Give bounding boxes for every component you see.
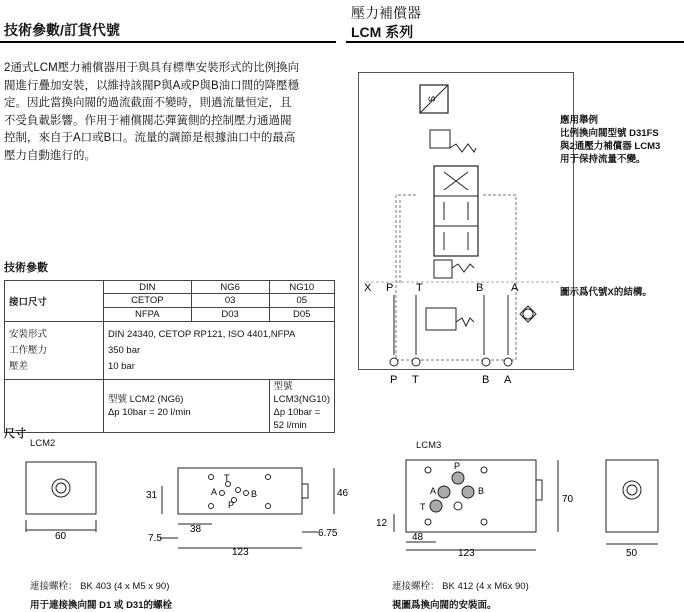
port-label: T (224, 473, 230, 483)
spec-table (4, 280, 335, 433)
dimensions-title: 尺寸 (4, 428, 26, 440)
application-title: 應用舉例 (560, 115, 599, 126)
dim-value: 12 (376, 518, 388, 529)
dim-value: 123 (232, 547, 249, 558)
compensator-icon (426, 308, 456, 330)
install-label: 安裝形式 (9, 328, 48, 340)
dim-value: 46 (337, 488, 349, 499)
port-label: A (430, 486, 437, 496)
install-value: 350 bar (107, 344, 141, 356)
port-label: P (228, 500, 235, 510)
directional-valve-icon (434, 166, 478, 256)
lcm3-label: LCM3 (416, 440, 442, 451)
table-header-cell: DIN (103, 281, 191, 294)
application-line: 與2通壓力補償器 LCM3 (560, 141, 661, 152)
model-ng6-cell (103, 380, 269, 433)
lcm2-bolt-note2: 用于連接換向閥 D1 或 D31的螺栓 (30, 600, 172, 611)
application-note (560, 114, 682, 166)
port-label: B (251, 489, 258, 499)
model-ng6-name: 型號 LCM2 (NG6) (107, 394, 184, 405)
intro-line: 閥進行疊加安裝，以維持該閥P與A或P與B油口間的降壓穩 (4, 79, 300, 92)
table-cell: NFPA (103, 308, 191, 322)
spring-icon (450, 144, 476, 152)
intro-paragraph (4, 60, 344, 165)
port-size-label: 接口尺寸 (5, 281, 104, 322)
dim-value: 50 (626, 548, 638, 559)
table-cell: D05 (269, 308, 334, 322)
intro-line: 2通式LCM壓力補償器用于與具有標準安裝形式的比例換向 (4, 62, 300, 74)
port-label-top: B (476, 282, 484, 294)
port-label-top: X (364, 282, 372, 294)
port-label-top: A (511, 282, 519, 294)
port-label-bottom: B (482, 374, 490, 386)
x-code-note: 圖示爲代號X的結構。 (560, 287, 652, 298)
lower-solenoid-icon (434, 260, 452, 278)
page-subtitle-right: LCM 系列 (351, 24, 414, 40)
page-title-left: 技術參數/訂貨代號 (4, 22, 120, 38)
lcm3-bolt-note2: 視圖爲換向閥的安裝面。 (392, 600, 497, 611)
dimension-drawings (0, 440, 684, 570)
table-header-cell: NG10 (269, 281, 334, 294)
port-label-top: P (386, 282, 394, 294)
port-label-bottom: T (412, 374, 419, 386)
port-label: A (211, 487, 218, 497)
port-b-icon (482, 358, 490, 366)
dim-value: 48 (412, 532, 424, 543)
port-t-icon (412, 358, 420, 366)
solenoid-symbol: S (427, 95, 437, 102)
header-rule-right (346, 41, 684, 43)
lcm3-bolt-note: 連接螺栓： BK 412 (4 x M6x 90) (392, 581, 529, 592)
dim-value: 60 (55, 531, 67, 542)
port-label-bottom: P (390, 374, 398, 386)
intro-line: 定。因此當換向閥的過流截面不變時，則過流量恒定，且 (4, 97, 292, 109)
port-label-top: T (416, 282, 423, 294)
dim-value: 31 (146, 490, 158, 501)
dim-value: 7.5 (148, 533, 162, 544)
model-ng10-cell (269, 380, 334, 433)
intro-line: 不受負載影響。作用于補償閥芯彈簧側的控制壓力通過閥 (4, 114, 292, 127)
application-line: 比例換向閥型號 D31FS (560, 128, 659, 139)
application-line: 用于保持流量不變。 (560, 154, 646, 165)
table-cell: CETOP (103, 294, 191, 308)
dim-value: 123 (458, 548, 475, 559)
dim-value: 6.75 (318, 528, 338, 539)
dim-value: 38 (190, 524, 202, 535)
table-cell: 03 (191, 294, 269, 308)
table-cell: 05 (269, 294, 334, 308)
table-cell: D03 (191, 308, 269, 322)
hydraulic-schematic (356, 70, 576, 390)
install-label: 工作壓力 (9, 344, 48, 356)
intro-line: 壓力自動進行的。 (4, 149, 96, 162)
pilot-box (430, 130, 450, 148)
model-ng10-flow: Δp 10bar = 52 l/min (273, 407, 321, 431)
port-label: P (454, 461, 461, 471)
model-ng6-flow: Δp 10bar = 20 l/min (107, 407, 191, 418)
page-title-right: 壓力補償器 (351, 5, 421, 21)
port-label: B (478, 486, 485, 496)
install-value: DIN 24340, CETOP RP121, ISO 4401,NFPA (107, 328, 296, 340)
table-header-cell: NG6 (191, 281, 269, 294)
dim-value: 70 (562, 494, 574, 505)
lcm2-bolt-note: 連接螺栓： BK 403 (4 x M5 x 90) (30, 581, 170, 592)
install-label: 壓差 (9, 360, 29, 372)
lcm2-label: LCM2 (30, 438, 56, 449)
port-a-icon (504, 358, 512, 366)
install-values (103, 322, 334, 380)
header-rule-left (0, 41, 336, 43)
lower-spring-icon (452, 264, 474, 272)
port-label: T (420, 502, 426, 512)
install-labels (5, 322, 104, 380)
model-ng10-name: 型號 LCM3(NG10) (273, 381, 331, 405)
tech-section-title: 技術參數 (4, 262, 48, 274)
port-p-icon (390, 358, 398, 366)
install-value: 10 bar (107, 360, 135, 372)
port-label-bottom: A (504, 374, 512, 386)
intro-line: 控制，來自于A口或B口。流量的調節是根據油口中的最高 (4, 132, 296, 144)
